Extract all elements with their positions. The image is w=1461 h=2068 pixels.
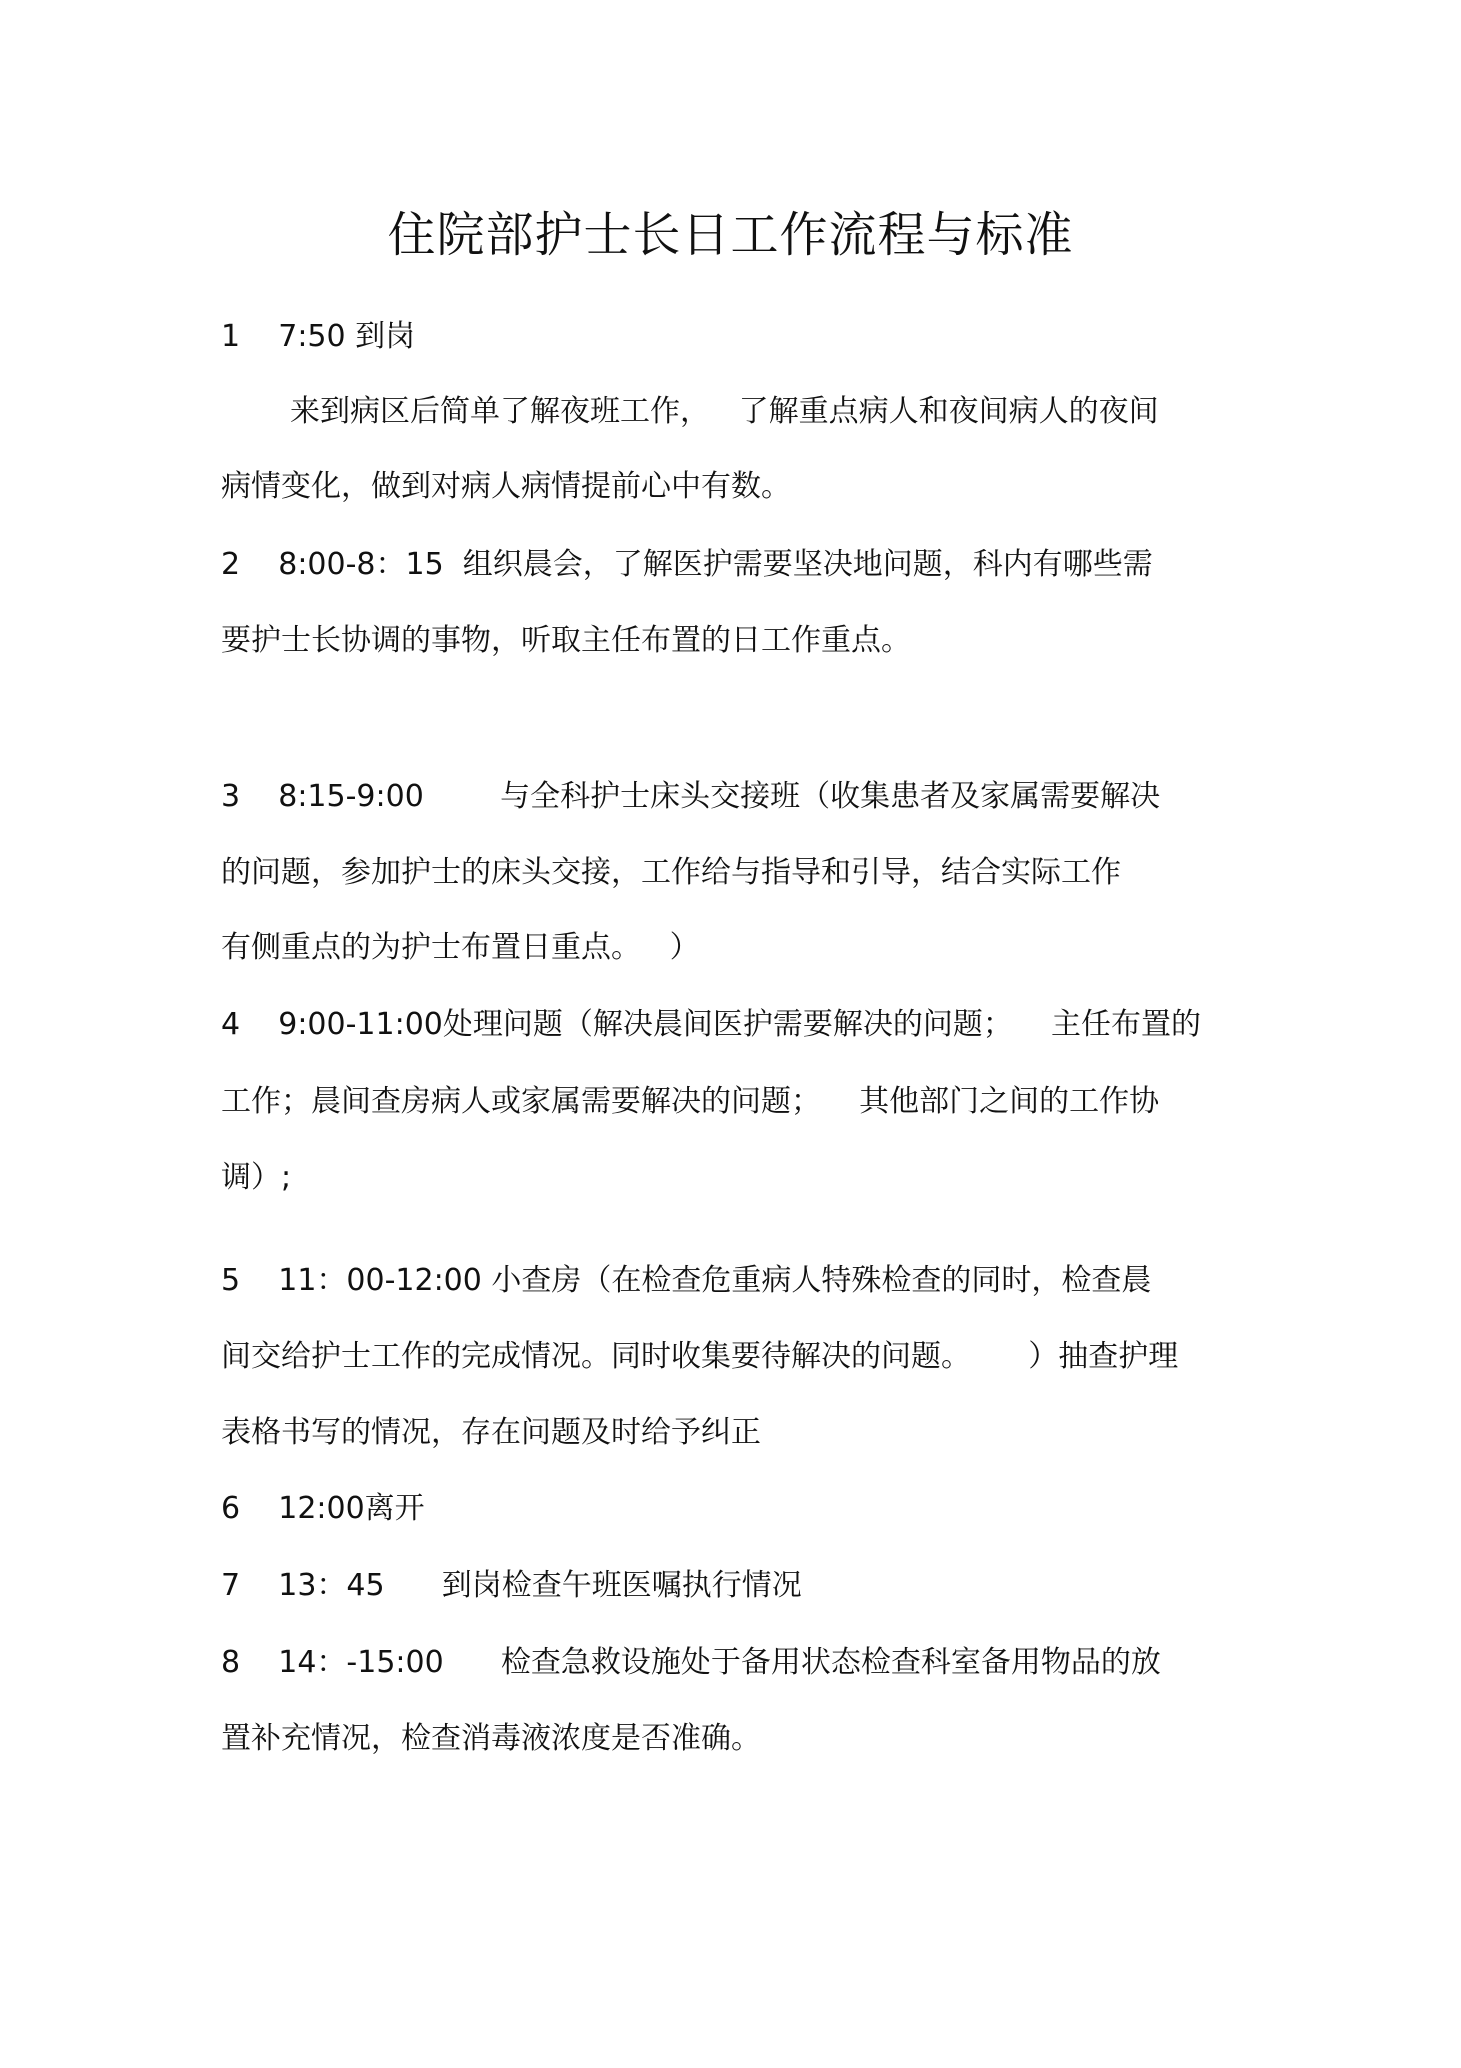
item-1-text-line-1: 来到病区后简单了解夜班工作， 了解重点病人和夜间病人的夜间: [290, 394, 1159, 429]
item-8-line-2: 置补充情况，检查消毒液浓度是否准确。: [221, 1721, 761, 1756]
item-2-line-2: 要护士长协调的事物，听取主任布置的日工作重点。: [221, 623, 911, 658]
item-4-line-2: 工作；晨间查房病人或家属需要解决的问题； 其他部门之间的工作协: [221, 1084, 1160, 1119]
item-3-line-2: 的问题，参加护士的床头交接，工作给与指导和引导，结合实际工作: [221, 855, 1121, 890]
item-8-line-1: 8 14：-15:00 检查急救设施处于备用状态检查科室备用物品的放: [221, 1645, 1161, 1680]
item-4-line-3: 调）;: [221, 1160, 292, 1195]
item-5-line-2: 间交给护士工作的完成情况。同时收集要待解决的问题。 ）抽查护理: [221, 1339, 1179, 1374]
item-4-line-1: 4 9:00-11:00处理问题（解决晨间医护需要解决的问题； 主任布置的: [221, 1007, 1202, 1042]
item-5-line-1: 5 11：00-12:00 小查房（在检查危重病人特殊检查的同时，检查晨: [221, 1263, 1152, 1298]
document-title: 住院部护士长日工作流程与标准: [387, 207, 1074, 263]
item-6-line-1: 6 12:00离开: [221, 1491, 425, 1526]
item-1-text-line-2: 病情变化，做到对病人病情提前心中有数。: [221, 469, 791, 504]
item-1-heading: 1 7:50 到岗: [221, 319, 416, 354]
item-5-line-3: 表格书写的情况，存在问题及时给予纠正: [221, 1415, 761, 1450]
item-7-line-1: 7 13：45 到岗检查午班医嘱执行情况: [221, 1568, 802, 1603]
item-3-line-3: 有侧重点的为护士布置日重点。 ）: [221, 930, 700, 965]
item-3-line-1: 3 8:15-9:00 与全科护士床头交接班（收集患者及家属需要解决: [221, 779, 1161, 814]
item-2-line-1: 2 8:00-8：15 组织晨会，了解医护需要坚决地问题，科内有哪些需: [221, 547, 1153, 582]
